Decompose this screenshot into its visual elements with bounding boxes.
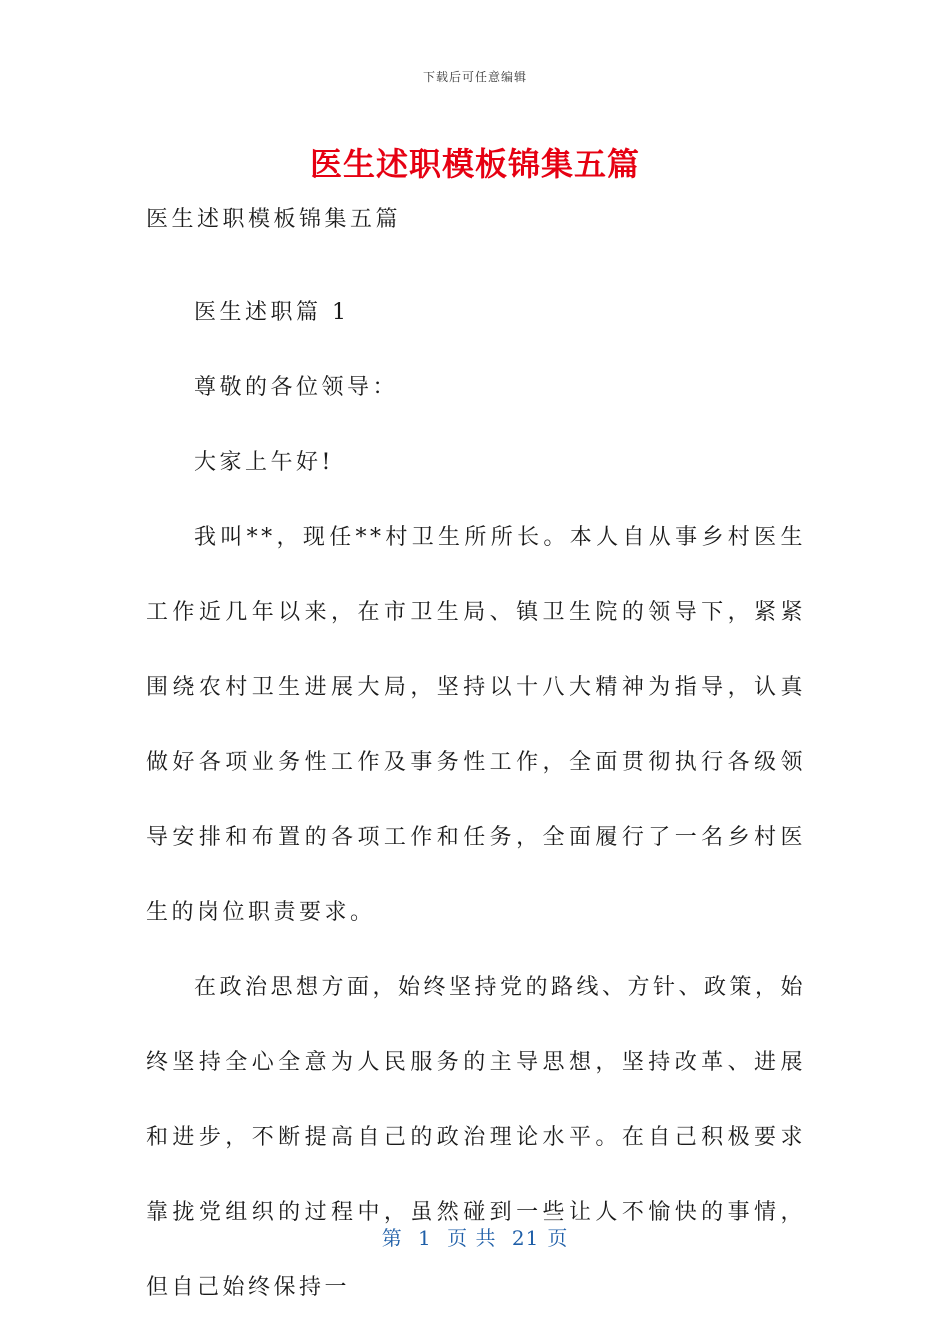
document-title: 医生述职模板锦集五篇 — [309, 145, 640, 183]
body-paragraph: 在政治思想方面，始终坚持党的路线、方针、政策，始终坚持全心全意为人民服务的主导思想，坚持改革、进展和进步，不断提高自己的政治理论水平。在自己积极要求靠拢党组织的过程中，虽然碰到一些让人不愉快的事情，但自己始终保持一 — [146, 975, 807, 1300]
footer-page-number: 1 — [418, 1226, 432, 1250]
document-body — [146, 200, 806, 1325]
body-paragraph: 我叫**，现任**村卫生所所长。本人自从事乡村医生工作近几年以来，在市卫生局、镇卫生院的领导下，紧紧围绕农村卫生进展大局，坚持以十八大精神为指导，认真做好各项业务性工作及事务性工作，全面贯彻执行各级领导安排和布置的各项工作和任务，全面履行了一名乡村医生的岗位职责要求。 — [146, 525, 806, 925]
salutation: 尊敬的各位领导： — [194, 375, 399, 400]
footer-prefix: 第 — [381, 1226, 403, 1250]
footer-total-pages: 21 — [511, 1226, 540, 1250]
section-heading: 医生述职篇 1 — [194, 300, 350, 325]
greeting: 大家上午好! — [194, 450, 334, 475]
page-footer — [0, 1222, 950, 1251]
footer-middle: 页 共 — [447, 1226, 497, 1250]
subtitle-paragraph: 医生述职模板锦集五篇 — [146, 207, 402, 232]
header-note: 下载后可任意编辑 — [422, 70, 527, 84]
footer-suffix: 页 — [547, 1226, 569, 1250]
